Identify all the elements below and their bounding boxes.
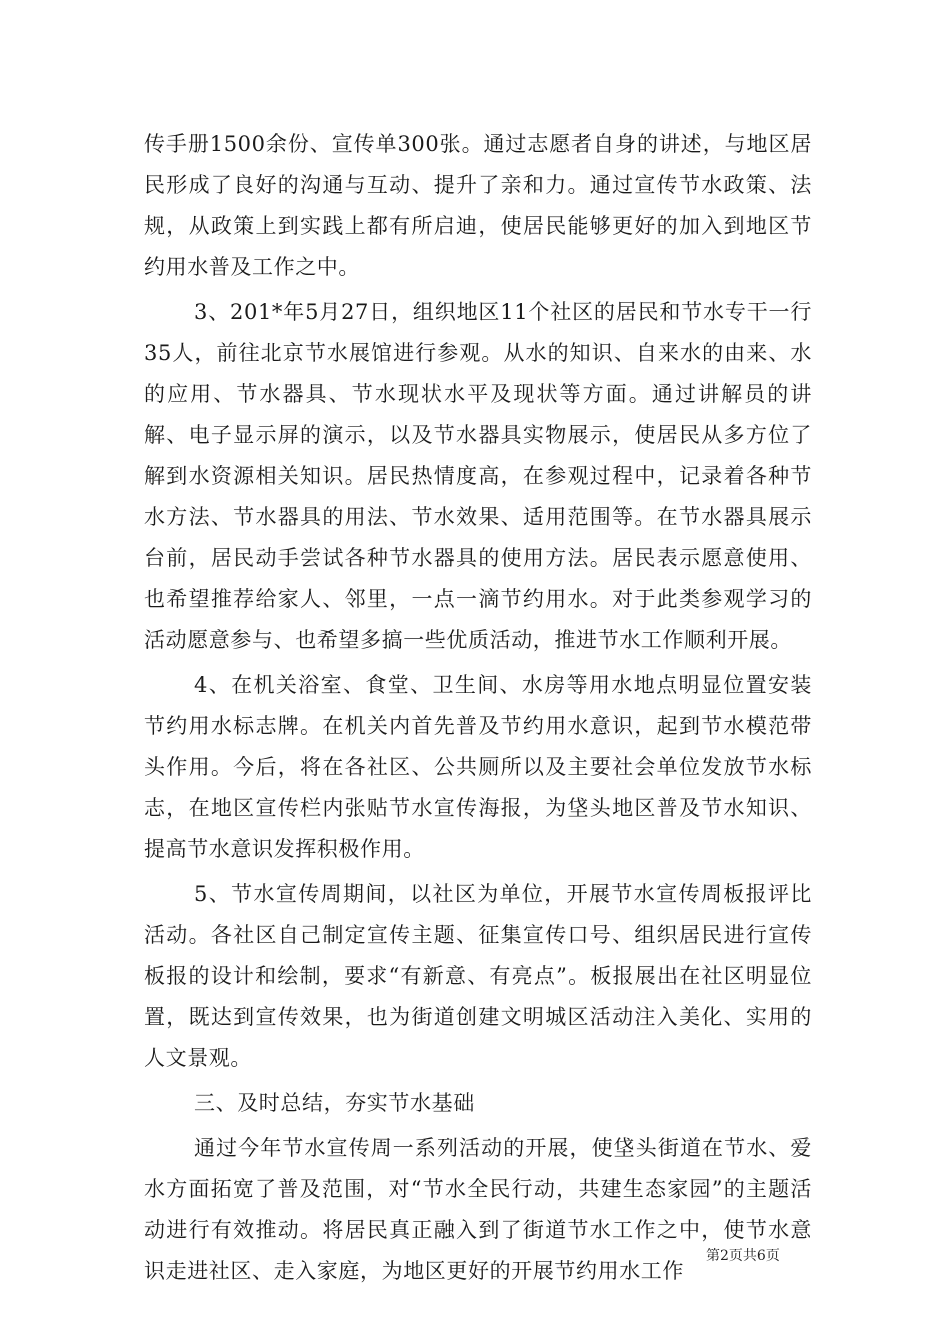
paragraph-item-3: 3、201*年5月27日，组织地区11个社区的居民和节水专干一行35人，前往北京节水展馆进行参观。从水的知识、自来水的由来、水的应用、节水器具、节水现状水平及现状等方面。通过讲解员的讲解、电子显示屏的演示，以及节水器具实物展示，使居民从多方位了解到水资源相关知识。居民热情度高，在参观过程中，记录着各种节水方法、节水器具的用法、节水效果、适用范围等。在节水器具展示台前，居民动手尝试各种节水器具的使用方法。居民表示愿意使用、也希望推荐给家人、邻里，一点一滴节约用水。对于此类参观学习的活动愿意参与、也希望多搞一些优质活动，推进节水工作顺利开展。: [144, 300, 812, 652]
document-body: [144, 124, 812, 1292]
paragraph-item-4: 4、在机关浴室、食堂、卫生间、水房等用水地点明显位置安装节约用水标志牌。在机关内首先普及节约用水意识，起到节水模范带头作用。今后，将在各社区、公共厕所以及主要社会单位发放节水标志，在地区宣传栏内张贴节水宣传海报，为垡头地区普及节水知识、提高节水意识发挥积极作用。: [144, 673, 812, 861]
paragraph-item-5: 5、节水宣传周期间，以社区为单位，开展节水宣传周板报评比活动。各社区自己制定宣传主题、征集宣传口号、组织居民进行宣传板报的设计和绘制，要求“有新意、有亮点”。板报展出在社区明显位置，既达到宣传效果，也为街道创建文明城区活动注入美化、实用的人文景观。: [144, 882, 812, 1070]
section-heading: 三、及时总结，夯实节水基础: [194, 1091, 475, 1115]
page-number-footer: 第2页共6页: [706, 1248, 780, 1264]
paragraph-continuation: 传手册1500余份、宣传单300张。通过志愿者自身的讲述，与地区居民形成了良好的沟通与互动、提升了亲和力。通过宣传节水政策、法规，从政策上到实践上都有所启迪，使居民能够更好的加入到地区节约用水普及工作之中。: [144, 132, 812, 279]
paragraph-summary: 通过今年节水宣传周一系列活动的开展，使垡头街道在节水、爱水方面拓宽了普及范围，对“节水全民行动，共建生态家园”的主题活动进行有效推动。将居民真正融入到了街道节水工作之中，使节水意识走进社区、走入家庭，为地区更好的开展节约用水工作: [144, 1136, 812, 1283]
